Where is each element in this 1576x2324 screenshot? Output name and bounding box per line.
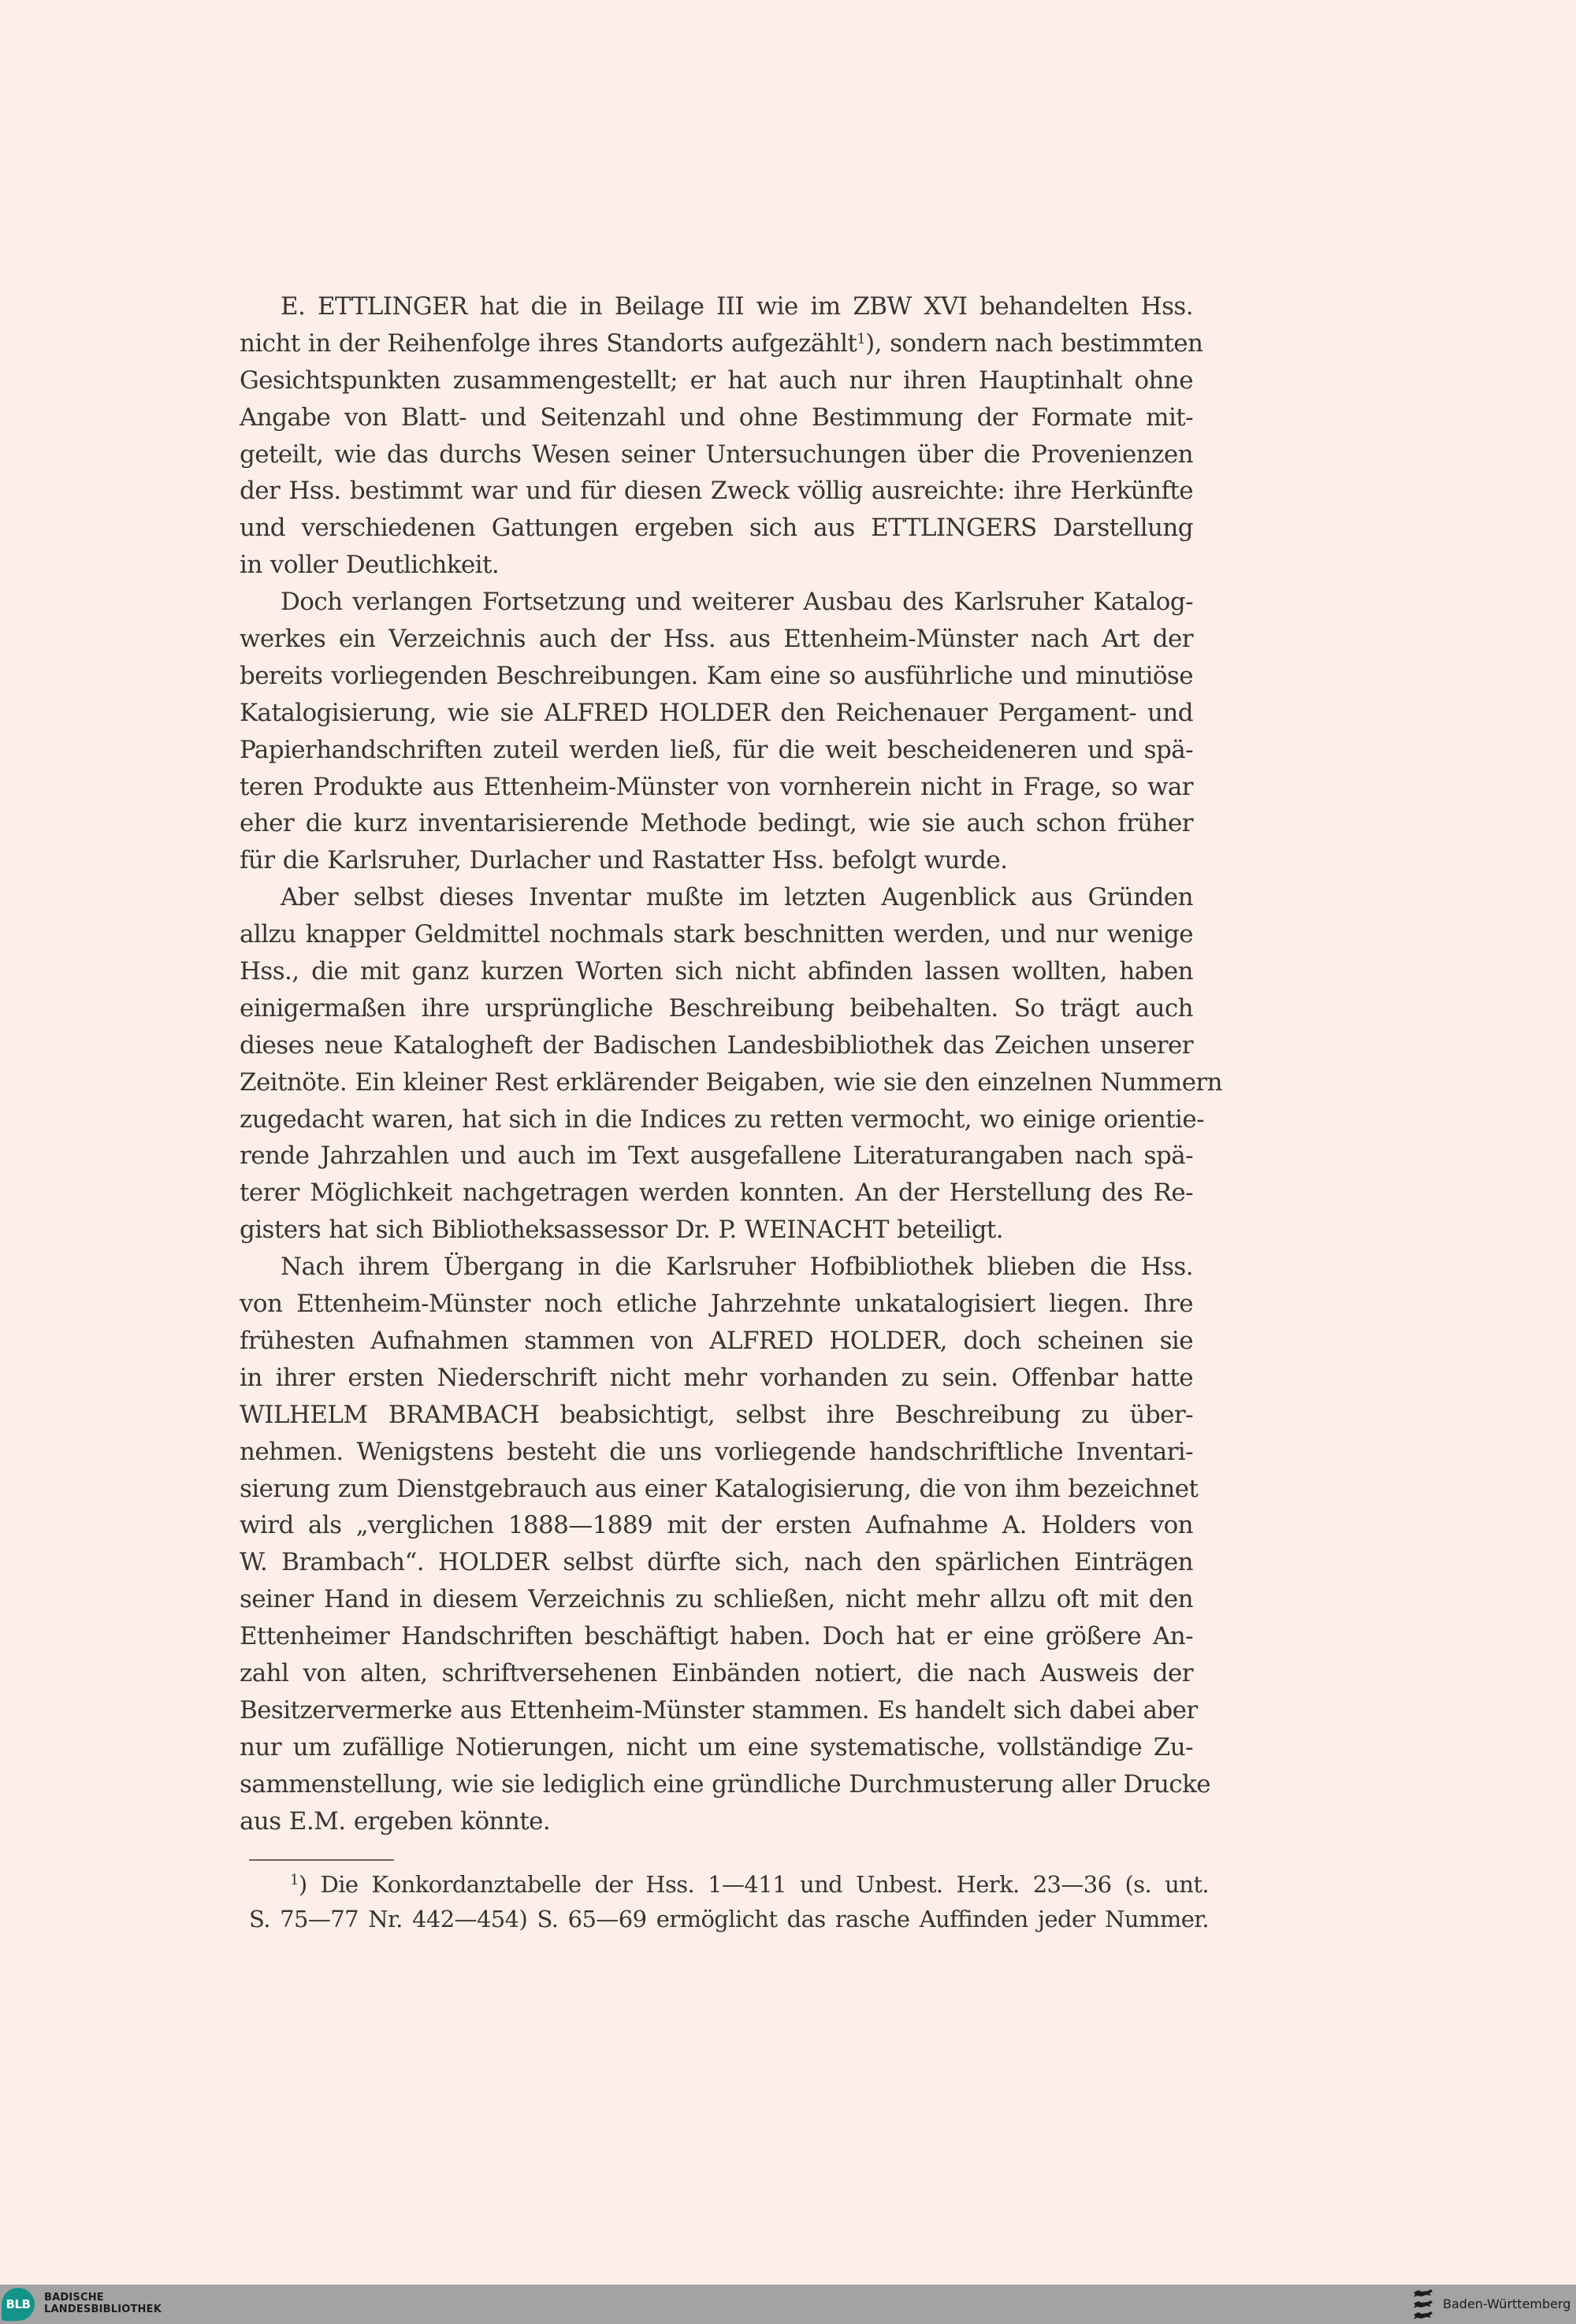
text-line: allzu knapper Geldmittel nochmals stark beschnitten werden, und nur wenige — [240, 920, 1193, 949]
footnote-marker: 1 — [290, 1872, 299, 1888]
text-line: Ettenheimer Handschriften beschäftigt haben. Doch hat er eine größere An- — [240, 1622, 1193, 1651]
text-line: Besitzervermerke aus Ettenheim-Münster stammen. Es handelt sich dabei aber — [240, 1695, 1198, 1724]
library-name-line-1: BADISCHE — [44, 2292, 104, 2304]
text-line: Angabe von Blatt- und Seitenzahl und ohne Bestimmung der Formate mit- — [240, 403, 1193, 432]
text-line: in voller Deutlichkeit. — [240, 551, 500, 580]
paragraph-2 — [240, 584, 1193, 879]
text-line: Doch verlangen Fortsetzung und weiterer Ausbau des Karlsruher Katalog- — [281, 588, 1193, 617]
viewer-footer-bar — [0, 2285, 1576, 2324]
paragraph-1 — [240, 288, 1203, 584]
text-line: E. ETTLINGER hat die in Beilage III wie im ZBW XVI behandelten Hss. — [281, 292, 1193, 321]
text-line: werkes ein Verzeichnis auch der Hss. aus Ettenheim-Münster nach Art der — [240, 625, 1193, 654]
text-line: der Hss. bestimmt war und für diesen Zweck völlig ausreichte: ihre Herkünfte — [240, 477, 1193, 506]
text-line: Gesichtspunkten zusammengestellt; er hat auch nur ihren Hauptinhalt ohne — [240, 366, 1193, 395]
text-line: rende Jahrzahlen und auch im Text ausgefallene Literaturangaben nach spä- — [240, 1142, 1193, 1171]
text-line: nehmen. Wenigstens besteht die uns vorliegende handschriftliche Inventari- — [240, 1437, 1193, 1466]
text-line: zahl von alten, schriftversehenen Einbänden notiert, die nach Ausweis der — [240, 1658, 1193, 1687]
footnote-line: S. 75—77 Nr. 442—454) S. 65—69 ermöglicht das rasche Auffinden jeder Nummer. — [249, 1906, 1209, 1932]
text-line: aus E.M. ergeben könnte. — [240, 1806, 551, 1836]
text-line-with-footnote-ref — [240, 325, 1203, 362]
text-line: zugedacht waren, hat sich in die Indices zu retten vermocht, wo einige orientie- — [240, 1104, 1204, 1134]
text-line: Hss., die mit ganz kurzen Worten sich nicht abfinden lassen wollten, haben — [240, 957, 1193, 986]
text-line: Papierhandschriften zuteil werden ließ, für die weit bescheideneren und spä- — [240, 735, 1193, 764]
footnote-separator — [249, 1859, 394, 1861]
three-lions-crest-icon[interactable] — [1411, 2288, 1436, 2321]
text-line: Aber selbst dieses Inventar mußte im letzten Augenblick aus Gründen — [281, 883, 1193, 912]
text-line: seiner Hand in diesem Verzeichnis zu schließen, nicht mehr allzu oft mit den — [240, 1585, 1193, 1614]
paragraph-4 — [240, 1249, 1211, 1840]
text-line: dieses neue Kataloghef​t der Badischen Landesbibliothek das Zeichen unserer — [240, 1030, 1193, 1060]
text-line: in ihrer ersten Niederschrift nicht mehr vorhanden zu sein. Offenbar hatte — [240, 1363, 1193, 1392]
text-line: geteilt, wie das durchs Wesen seiner Untersuchungen über die Provenienzen — [240, 440, 1193, 469]
text-line: Katalogisierung, wie sie ALFRED HOLDER den Reichenauer Pergament- und — [240, 698, 1193, 727]
text-line: Zeitnöte. Ein kleiner Rest erklärender Beigaben, wie sie den einzelnen Nummern — [240, 1067, 1223, 1097]
text-line: terer Möglichkeit nachgetragen werden konnten. An der Herstellung des Re- — [240, 1179, 1193, 1208]
text-line: Nach ihrem Übergang in die Karlsruher Hofbibliothek blieben die Hss. — [281, 1253, 1193, 1282]
text-line: frühesten Aufnahmen stammen von ALFRED HOLDER, doch scheinen sie — [240, 1326, 1193, 1355]
library-name[interactable] — [44, 2292, 162, 2315]
text-line: WILHELM BRAMBACH beabsichtigt, selbst ihre Beschreibung zu über- — [240, 1400, 1193, 1429]
text-line: und verschiedenen Gattungen ergeben sich aus ETTLINGERS Darstellung — [240, 514, 1193, 543]
text-line: teren Produkte aus Ettenheim-Münster von vornherein nicht in Frage, so war — [240, 772, 1193, 801]
footnote-text: ) Die Konkordanztabelle der Hss. 1—411 und Unbest. Herk. 23—36 (s. unt. — [298, 1871, 1209, 1898]
text-segment: ), sondern nach bestimmten — [865, 329, 1203, 358]
text-line: gisters hat sich Bibliotheksassessor Dr. P. WEINACHT beteiligt. — [240, 1216, 1003, 1245]
library-name-line-2: LANDESBIBLIOTHEK — [44, 2304, 162, 2315]
text-line: von Ettenheim-Münster noch etliche Jahrzehnte unkatalogisiert liegen. Ihre — [240, 1290, 1193, 1319]
text-line: wird als „verglichen 1888—1889 mit der ersten Aufnahme A. Holders von — [240, 1511, 1193, 1540]
blb-logo[interactable]: BLB — [2, 2288, 35, 2321]
text-line: einigermaßen ihre ursprüngliche Beschreibung beibehalten. So trägt auch — [240, 993, 1193, 1023]
text-line: eher die kurz inventarisierende Methode bedingt, wie sie auch schon früher — [240, 809, 1193, 838]
text-line: sammenstellung, wie sie lediglich eine gründliche Durchmusterung aller Drucke — [240, 1769, 1211, 1799]
footnote-reference: 1 — [857, 330, 866, 347]
text-segment: nicht in der Reihenfolge ihres Standorts aufgezählt — [240, 329, 857, 358]
footnote-line — [249, 1867, 1209, 1902]
text-line: nur um zufällige Notierungen, nicht um eine systematische, vollständige Zu- — [240, 1732, 1193, 1762]
text-line: bereits vorliegenden Beschreibungen. Kam eine so ausführliche und minutiöse — [240, 661, 1193, 690]
paragraph-3 — [240, 879, 1223, 1249]
body-text — [240, 288, 1223, 1840]
state-name[interactable]: Baden-Württemberg — [1443, 2296, 1571, 2311]
text-line: sierung zum Dienstgebrauch aus einer Katalogisierung, die von ihm bezeichnet — [240, 1474, 1199, 1503]
footnote — [249, 1867, 1209, 1936]
text-line: W. Brambach“. HOLDER selbst dürfte sich, nach den spärlichen Einträgen — [240, 1548, 1193, 1577]
text-line: für die Karlsruher, Durlacher und Rastatter Hss. befolgt wurde. — [240, 846, 1008, 875]
